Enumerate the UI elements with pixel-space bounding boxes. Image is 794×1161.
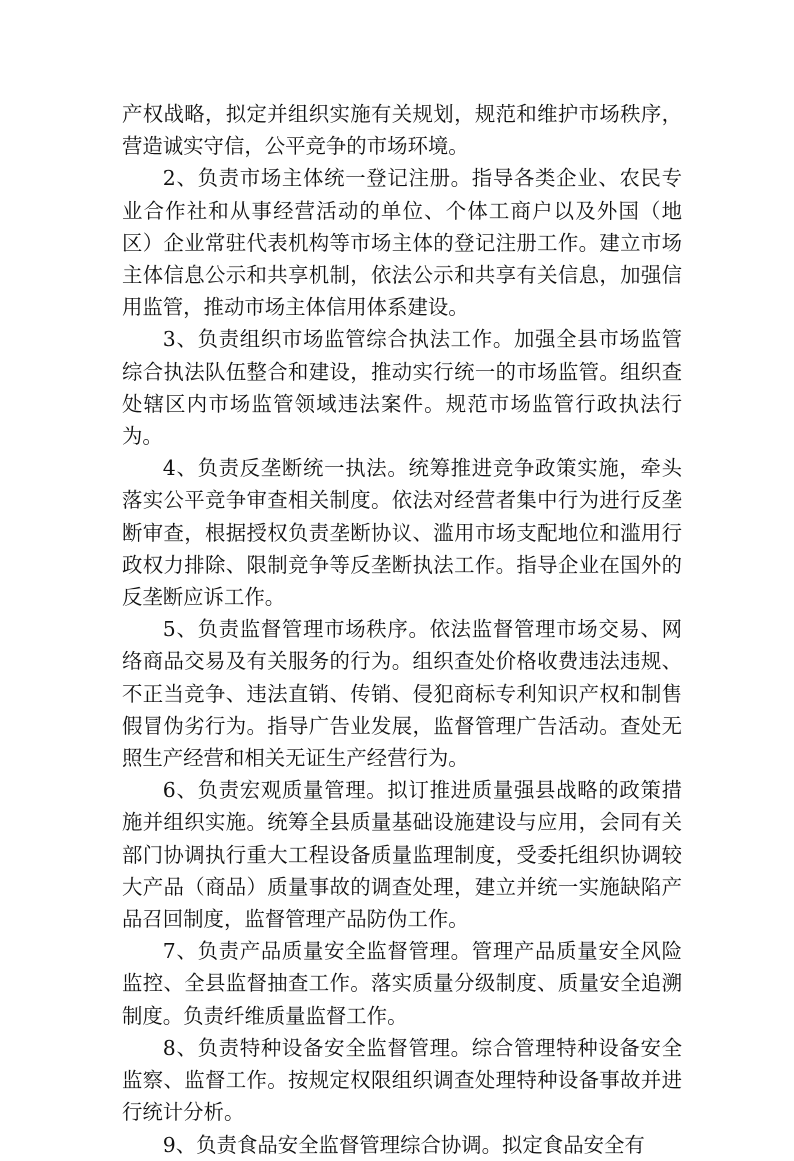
paragraph-item-2: 2、负责市场主体统一登记注册。指导各类企业、农民专业合作社和从事经营活动的单位、个体工商户以及外国（地区）企业常驻代表机构等市场主体的登记注册工作。建立市场主体信息公示和共享机制，依法公示和共享有关信息，加强信用监管，推动市场主体信用体系建设。 — [122, 166, 682, 320]
paragraph-item-3: 3、负责组织市场监管综合执法工作。加强全县市场监管综合执法队伍整合和建设，推动实行统一的市场监管。组织查处辖区内市场监管领域违法案件。规范市场监管行政执法行为。 — [122, 327, 682, 449]
paragraph-continued: 产权战略，拟定并组织实施有关规划，规范和维护市场秩序，营造诚实守信，公平竞争的市场环境。 — [122, 102, 682, 159]
paragraph-item-7: 7、负责产品质量安全监督管理。管理产品质量安全风险监控、全县监督抽查工作。落实质量分级制度、质量安全追溯制度。负责纤维质量监督工作。 — [122, 939, 682, 1028]
paragraph-item-4: 4、负责反垄断统一执法。统筹推进竞争政策实施，牵头落实公平竞争审查相关制度。依法对经营者集中行为进行反垄断审查，根据授权负责垄断协议、滥用市场支配地位和滥用行政权力排除、限制竞争等反垄断执法工作。指导企业在国外的反垄断应诉工作。 — [122, 456, 682, 610]
paragraph-item-9: 9、负责食品安全监督管理综合协调。拟定食品安全有 — [162, 1132, 645, 1157]
paragraph-item-8: 8、负责特种设备安全监督管理。综合管理特种设备安全监察、监督工作。按规定权限组织调查处理特种设备事故并进行统计分析。 — [122, 1035, 682, 1125]
document-body — [122, 98, 682, 1161]
paragraph-item-5: 5、负责监督管理市场秩序。依法监督管理市场交易、网络商品交易及有关服务的行为。组织查处价格收费违法违规、不正当竞争、违法直销、传销、侵犯商标专利知识产权和制售假冒伪劣行为。指导广告业发展，监督管理广告活动。查处无照生产经营和相关无证生产经营行为。 — [122, 617, 682, 771]
paragraph-item-6: 6、负责宏观质量管理。拟订推进质量强县战略的政策措施并组织实施。统筹全县质量基础设施建设与应用，会同有关部门协调执行重大工程设备质量监理制度，受委托组织协调较大产品（商品）质量事故的调查处理，建立并统一实施缺陷产品召回制度，监督管理产品防伪工作。 — [122, 778, 682, 932]
